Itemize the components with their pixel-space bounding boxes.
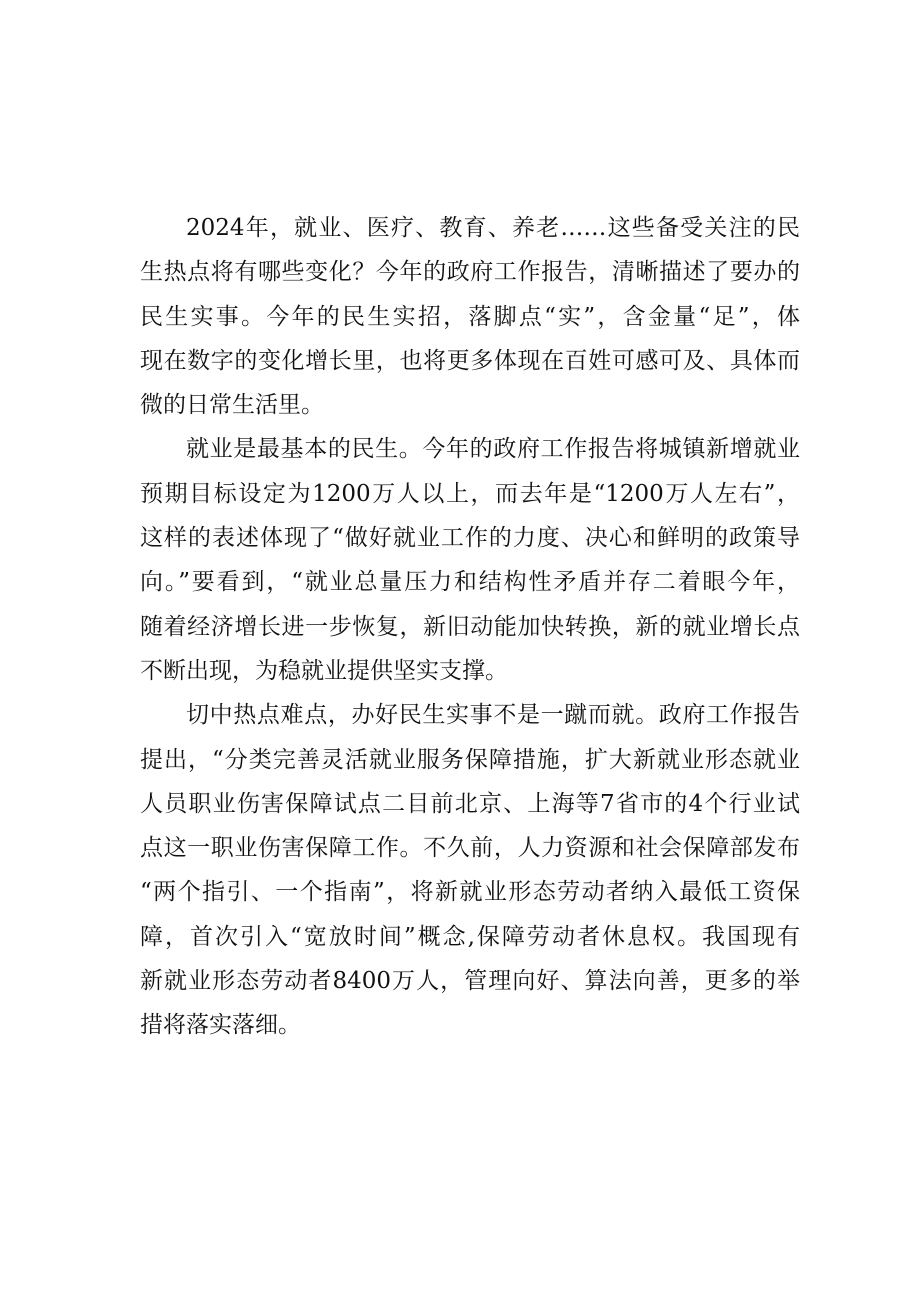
text-line: 2024年，就业、医疗、教育、养老……这些备受关注的民 [186, 215, 800, 241]
text-line: 人员职业伤害保障试点二目前北京、上海等7省市的4个行业试 [140, 790, 800, 817]
text-line: 切中热点难点，办好民生实事不是一蹴而就。政府工作报告 [186, 702, 800, 729]
text-line: 现在数字的变化增长里，也将更多体现在百姓可感可及、具体而 [140, 347, 800, 374]
text-line: 点这一职业伤害保障工作。不久前，人力资源和社会保障部发布 [140, 835, 800, 862]
text-line: 向。”要看到，“就业总量压力和结构性矛盾并存二着眼今年， [140, 569, 800, 596]
article-body [140, 206, 800, 1048]
text-line: 生热点将有哪些变化？今年的政府工作报告，清晰描述了要办的 [140, 259, 800, 286]
paragraph-3 [140, 693, 800, 1047]
text-line: 措将落实落细。 [140, 1012, 301, 1039]
text-line: 提出，“分类完善灵活就业服务保障措施，扩大新就业形态就业 [140, 746, 800, 773]
text-line: 微的日常生活里。 [140, 392, 324, 419]
text-line: 这样的表述体现了“做好就业工作的力度、决心和鲜明的政策导 [140, 525, 800, 552]
text-line: “两个指引、一个指南”，将新就业形态劳动者纳入最低工资保 [140, 879, 800, 906]
paragraph-1 [140, 206, 800, 427]
text-line: 预期目标设定为1200万人以上，而去年是“1200万人左右”， [140, 480, 800, 507]
text-line: 民生实事。今年的民生实招，落脚点“实”，含金量“足”，体 [140, 303, 800, 330]
text-line: 就业是最基本的民生。今年的政府工作报告将城镇新增就业 [186, 436, 800, 463]
text-line: 不断出现，为稳就业提供坚实支撑。 [140, 657, 508, 684]
text-line: 随着经济增长进一步恢复，新旧动能加快转换，新的就业增长点 [140, 613, 800, 640]
text-line: 新就业形态劳动者8400万人，管理向好、算法向善，更多的举 [140, 968, 800, 995]
paragraph-2 [140, 427, 800, 693]
text-line: 障，首次引入“宽放时间”概念,保障劳动者休息权。我国现有 [140, 923, 800, 950]
